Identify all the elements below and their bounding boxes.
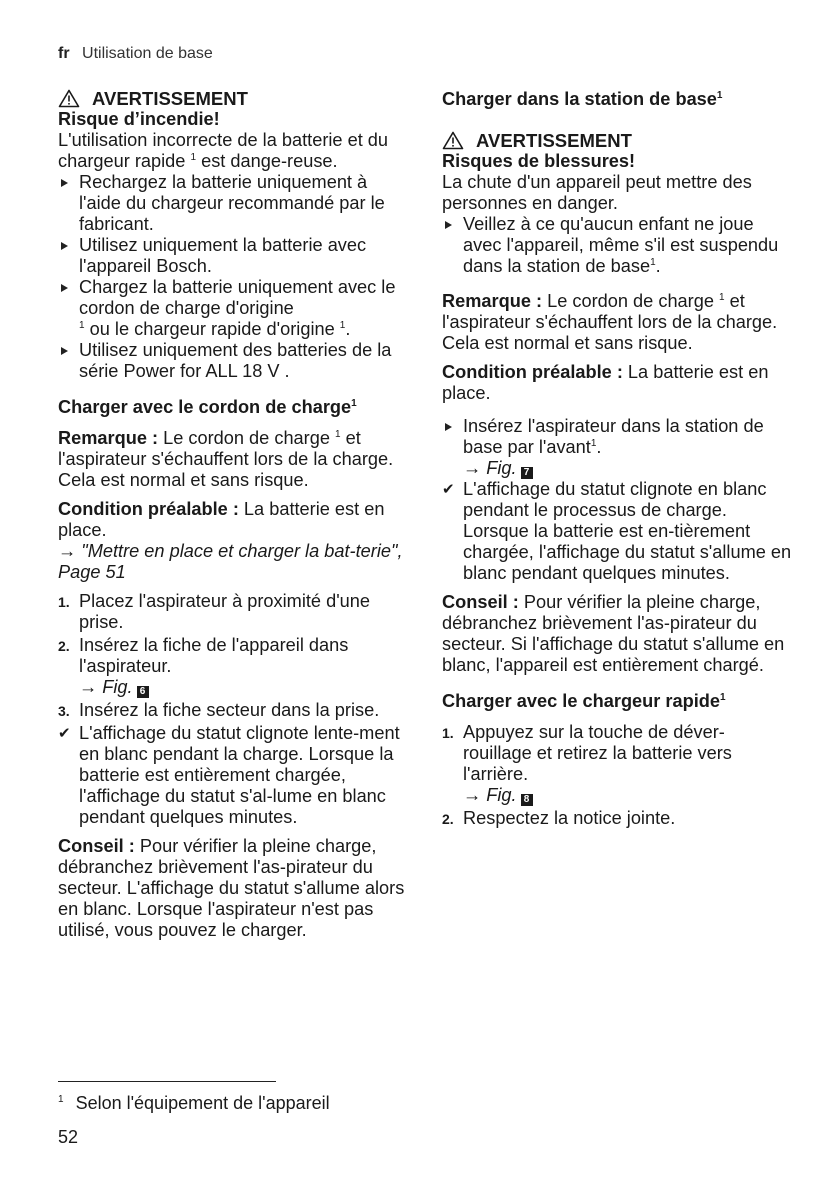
warning-triangle-icon [442,131,464,150]
language-code: fr [58,45,70,62]
tip: Conseil : Pour vérifier la pleine charge, débranchez brièvement l'as-pirateur du secteur. Si l'affichage du statut s'allume en blanc, l'appareil est entièrement chargé. [442,592,785,675]
figure-reference[interactable]: → Fig. 6 [79,677,149,697]
figure-number-badge: 8 [521,794,533,806]
figure-number-badge: 7 [521,467,533,479]
warning-title-text: AVERTISSEMENT [92,88,248,109]
precondition: Condition préalable : La batterie est en place. [442,362,769,403]
right-column [442,88,792,837]
steps-list [442,722,792,829]
section-heading-base-station: Charger dans la station de base$^1$ [442,89,723,109]
cross-reference-link[interactable]: → "Mettre en place et charger la bat-terie", Page 51 [58,541,403,582]
warning-title-fire [58,88,408,109]
step-item: 1. Placez l'aspirateur à proximité d'une prise. [58,591,371,632]
warning-text: La chute d'un appareil peut mettre des personnes en danger. [442,172,752,213]
warning-triangle-icon [58,89,80,108]
tip: Conseil : Pour vérifier la pleine charge, débranchez brièvement l'as-pirateur du secteur. L'affichage du statut s'allume alors en blanc. Lorsque l'aspirateur n'est pas utilisé, vous pouvez le charger. [58,836,405,940]
step-item: 3. Insérez la fiche secteur dans la prise. [58,700,380,720]
precondition: Condition préalable : La batterie est en place. [58,499,385,540]
figure-reference[interactable]: → Fig. 8 [463,785,533,805]
warning-risk: Risques de blessures! [442,151,636,171]
check-icon: ✔ [442,481,455,498]
running-header [58,45,213,63]
section-heading-cord: Charger avec le cordon de charge$^1$ [58,397,357,417]
warning-title-injury [442,130,792,151]
steps-list [58,591,408,828]
warning-text: L'utilisation incorrecte de la batterie et du chargeur rapide $^1$ est dange-reuse. [58,130,389,171]
page-number: 52 [58,1127,79,1147]
footnote: $^1$ Selon l'équipement de l'appareil [58,1093,330,1113]
left-column [58,88,408,949]
result-list [442,479,792,584]
footnote-divider [58,1081,276,1082]
step-item: 2. Insérez la fiche de l'appareil dans l'aspirateur. → Fig. 6 [58,635,349,697]
step-item: 1. Appuyez sur la touche de déver-rouillage et retirez la batterie vers l'arrière. → Fig. 8 [442,722,732,805]
step-item: 2. Respectez la notice jointe. [442,808,676,828]
warning-list [442,214,792,277]
section-title: Utilisation de base [82,45,213,62]
check-icon: ✔ [58,725,71,742]
instruction-item: Insérez l'aspirateur dans la station de base par l'avant$^1$. → Fig. 7 [442,416,792,479]
warning-list [58,172,408,382]
figure-number-badge: 6 [137,686,149,698]
warning-item: Veillez à ce qu'aucun enfant ne joue avec l'appareil, même s'il est suspendu dans la station de base$^1$. [442,214,792,277]
warning-item: Rechargez la batterie uniquement à l'aide du chargeur recommandé par le fabricant. [58,172,408,235]
figure-reference[interactable]: → Fig. 7 [463,458,533,478]
section-heading-quick-charger: Charger avec le chargeur rapide$^1$ [442,691,726,711]
warning-risk: Risque d’incendie! [58,109,220,129]
result-item: ✔ L'affichage du statut clignote en blanc pendant le processus de charge. Lorsque la batterie est en-tièrement chargée, l'affichage du statut s'allume en blanc pendant quelques minutes. [442,479,792,583]
instruction-list [442,416,792,479]
warning-item: Chargez la batterie uniquement avec le cordon de charge d'origine $^1$ ou le chargeur rapide d'origine $^1$. [58,277,408,340]
remark: Remarque : Le cordon de charge $^1$ et l'aspirateur s'échauffent lors de la charge. Cela est normal et sans risque. [58,428,394,490]
warning-item: Utilisez uniquement la batterie avec l'appareil Bosch. [58,235,408,277]
warning-title-text: AVERTISSEMENT [476,130,632,151]
warning-item: Utilisez uniquement des batteries de la série Power for ALL 18 V . [58,340,408,382]
result-item: ✔ L'affichage du statut clignote lente-ment en blanc pendant la charge. Lorsque la batterie est entièrement chargée, l'affichage du statut s'al-lume en blanc pendant quelques minutes. [58,723,400,827]
remark: Remarque : Le cordon de charge $^1$ et l'aspirateur s'échauffent lors de la charge. Cela est normal et sans risque. [442,291,778,353]
